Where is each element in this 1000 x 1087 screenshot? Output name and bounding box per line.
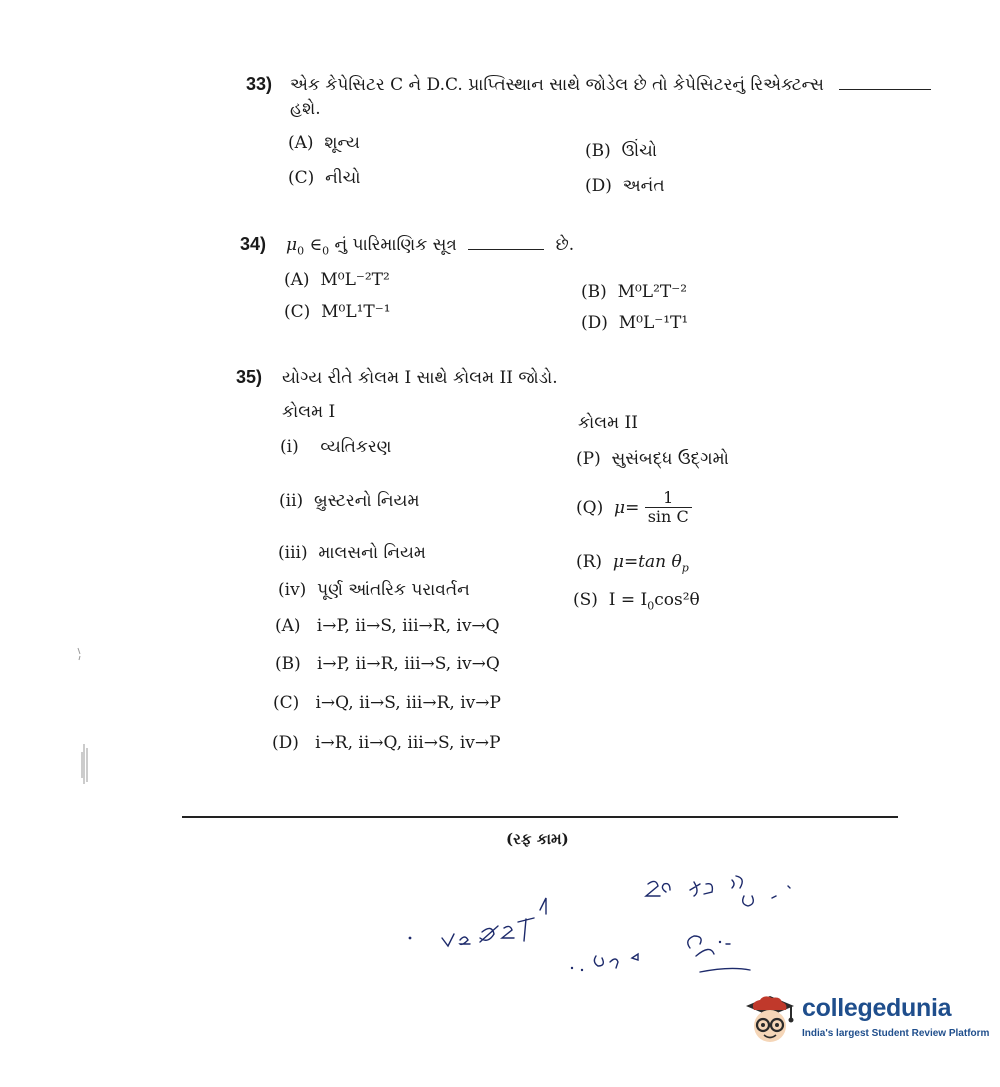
q35-option-d-label: (D) bbox=[272, 733, 299, 753]
q35-col2-item-r-text: μ=tan θ bbox=[612, 552, 682, 572]
q35-column-2-header: કોલમ II bbox=[578, 413, 638, 433]
q33-text bbox=[290, 75, 931, 95]
q35-col2-item-p-text: સુસંબદ્ધ ઉદ્‌ગમો bbox=[611, 449, 729, 469]
q33-option-c-text: નીચો bbox=[325, 168, 361, 188]
q34-epsilon-symbol: ∈ bbox=[309, 235, 323, 255]
handwritten-scribbles bbox=[400, 870, 800, 980]
q34-option-d-text: M⁰L⁻¹T¹ bbox=[618, 313, 689, 333]
q35-option-a-text: i→P, ii→S, iii→R, iv→Q bbox=[316, 616, 500, 636]
q35-col2-item-s-subscript: 0 bbox=[647, 599, 655, 613]
q35-col2-item-p-label: (P) bbox=[576, 449, 601, 469]
collegedunia-wordmark: collegedunia bbox=[802, 994, 952, 1022]
q33-option-c bbox=[288, 168, 360, 188]
q35-col2-item-q bbox=[576, 489, 692, 527]
q34-option-c bbox=[284, 302, 391, 322]
q35-col2-item-p bbox=[576, 449, 729, 469]
q35-col1-item-iii bbox=[278, 543, 426, 563]
q33-option-b-text: ઊંચો bbox=[621, 141, 658, 161]
q33-number: 33) bbox=[246, 74, 273, 94]
q35-option-a-label: (A) bbox=[275, 616, 301, 636]
q33-option-b bbox=[585, 141, 657, 161]
collegedunia-logo bbox=[740, 990, 990, 1050]
rough-work-label: (રફ કામ) bbox=[506, 830, 569, 848]
q35-number: 35) bbox=[236, 367, 263, 387]
q34-option-a-label: (A) bbox=[284, 270, 310, 290]
collegedunia-tagline: India's largest Student Review Platform bbox=[802, 1028, 990, 1039]
q34-option-b bbox=[581, 282, 687, 302]
q34-option-b-text: M⁰L²T⁻² bbox=[617, 282, 688, 302]
q33-option-a-text: શૂન્ય bbox=[324, 133, 360, 153]
q35-option-c-text: i→Q, ii→S, iii→R, iv→P bbox=[315, 693, 501, 713]
q35-col1-item-iii-label: (iii) bbox=[278, 543, 308, 563]
q35-col1-item-iii-text: માલસનો નિયમ bbox=[318, 543, 426, 563]
q35-col2-item-r-subscript: p bbox=[681, 561, 689, 575]
q35-col1-item-iv bbox=[278, 580, 470, 600]
q35-col1-item-iv-text: પૂર્ણ આંતરિક પરાવર્તન bbox=[317, 580, 470, 600]
q33-option-a-label: (A) bbox=[288, 133, 314, 153]
graduate-mascot-icon bbox=[740, 990, 798, 1048]
q33-option-d-text: અનંત bbox=[622, 176, 665, 196]
q35-option-c bbox=[273, 693, 501, 713]
q34-text-main: નું પારિમાણિક સૂત્ર bbox=[334, 235, 457, 255]
q35-col2-item-q-denominator: sin C bbox=[647, 507, 689, 527]
q35-col1-item-ii-label: (ii) bbox=[279, 491, 304, 511]
q34-mu-subscript: 0 bbox=[297, 244, 305, 258]
q34-option-c-label: (C) bbox=[284, 302, 311, 322]
q33-option-c-label: (C) bbox=[288, 168, 315, 188]
q34-option-c-text: M⁰L¹T⁻¹ bbox=[321, 302, 391, 322]
q35-option-b bbox=[275, 654, 500, 674]
q33-option-b-label: (B) bbox=[585, 141, 611, 161]
q35-col1-item-i bbox=[280, 437, 392, 457]
q34-text-suffix: છે. bbox=[555, 235, 575, 255]
q35-col2-item-s-label: (S) bbox=[573, 590, 598, 610]
q35-option-d bbox=[272, 733, 501, 753]
q33-option-d bbox=[585, 176, 665, 196]
q35-col1-item-i-label: (i) bbox=[280, 437, 299, 457]
q35-col1-item-ii-text: બ્રુસ્ટરનો નિયમ bbox=[313, 491, 420, 511]
q35-col2-item-q-label: (Q) bbox=[576, 497, 604, 518]
q34-blank bbox=[468, 249, 544, 250]
q35-col2-item-r bbox=[576, 552, 689, 574]
q35-column-1-header: કોલમ I bbox=[282, 402, 336, 422]
q35-text: યોગ્ય રીતે કોલમ I સાથે કોલમ II જોડો. bbox=[282, 368, 558, 388]
q34-text bbox=[286, 235, 574, 257]
q34-option-b-label: (B) bbox=[581, 282, 607, 302]
footer-divider bbox=[182, 816, 898, 818]
q35-col1-item-i-text: વ્યતિકરણ bbox=[320, 437, 392, 457]
q34-option-a-text: M⁰L⁻²T² bbox=[320, 270, 390, 290]
q34-number: 34) bbox=[240, 234, 267, 254]
q35-col2-item-q-fraction bbox=[645, 489, 692, 527]
q35-col2-item-s-text1: I = I bbox=[608, 590, 648, 610]
q34-mu-symbol: μ bbox=[286, 235, 298, 255]
q34-option-d-label: (D) bbox=[581, 313, 608, 333]
q34-option-d bbox=[581, 313, 688, 333]
q35-col2-item-s bbox=[573, 590, 700, 612]
q34-option-a bbox=[284, 270, 390, 290]
q35-option-b-text: i→P, ii→R, iii→S, iv→Q bbox=[316, 654, 500, 674]
q33-option-a bbox=[288, 133, 360, 153]
q34-epsilon-subscript: 0 bbox=[322, 244, 330, 258]
q35-option-d-text: i→R, ii→Q, iii→S, iv→P bbox=[315, 733, 501, 753]
q35-option-a bbox=[275, 616, 500, 636]
q33-blank bbox=[839, 89, 931, 90]
q35-option-c-label: (C) bbox=[273, 693, 300, 713]
q33-text-line1: એક કેપેસિટર C ને D.C. પ્રાપ્તિસ્થાન સાથે જોડેલ છે તો કેપેસિટરનું રિએક્ટન્સ bbox=[290, 75, 824, 95]
q35-col2-item-r-label: (R) bbox=[576, 552, 603, 572]
q35-col1-item-iv-label: (iv) bbox=[278, 580, 307, 600]
scan-artifact-marks bbox=[70, 640, 100, 790]
q35-option-b-label: (B) bbox=[275, 654, 301, 674]
q35-col2-item-s-text2: cos²θ bbox=[654, 590, 700, 610]
q35-col2-item-q-numerator: 1 bbox=[645, 489, 692, 508]
q35-col2-item-q-lhs: μ= bbox=[614, 497, 640, 518]
q33-option-d-label: (D) bbox=[585, 176, 612, 196]
q35-col1-item-ii bbox=[279, 491, 419, 511]
q33-text-line2: હશે. bbox=[290, 99, 321, 119]
